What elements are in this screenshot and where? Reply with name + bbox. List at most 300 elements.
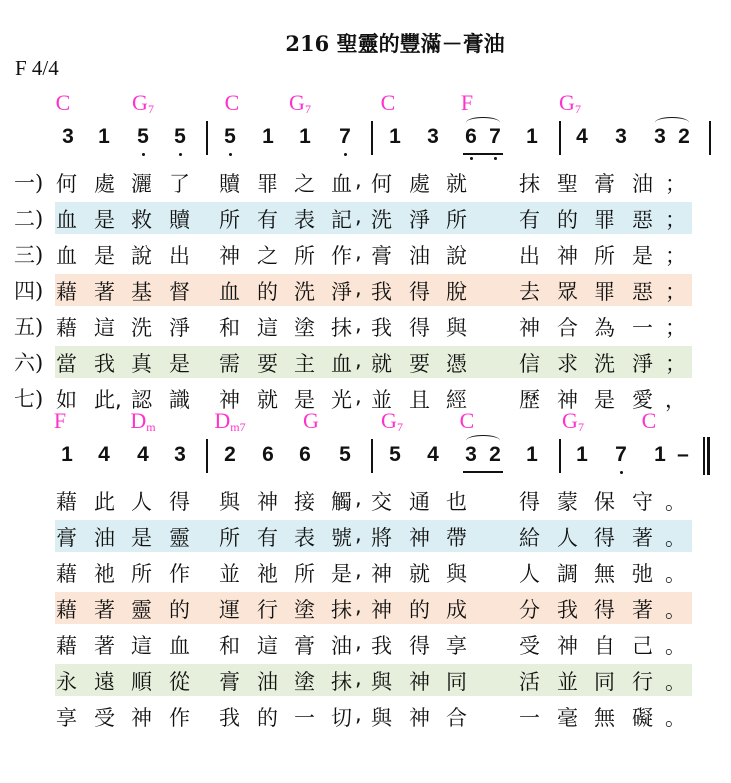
note: 1 <box>526 443 538 466</box>
lyric-comma: , <box>355 486 362 510</box>
lyric-char: 洗 <box>294 280 315 304</box>
note: 7 <box>615 443 627 466</box>
note: 5 <box>137 125 149 148</box>
chord-symbol <box>214 408 245 435</box>
lyric-char: 光 <box>331 388 352 412</box>
chord-root: C <box>224 90 240 115</box>
note: 4 <box>576 125 588 148</box>
verse-number: 七) <box>14 387 44 411</box>
lyric-char: 的 <box>257 280 278 304</box>
key-time-signature: F 4/4 <box>15 56 59 80</box>
lyric-char: 給 <box>519 526 540 550</box>
verse-number: 五) <box>14 315 44 339</box>
lyric-char: 神 <box>409 670 430 694</box>
lyric-end-punctuation: ； <box>665 244 686 268</box>
lyric-char: 號 <box>331 526 352 550</box>
lyric-char: 淨 <box>632 352 653 376</box>
barline <box>559 121 561 155</box>
lyric-char: 主 <box>294 352 315 376</box>
chord-symbol <box>289 90 311 117</box>
note: 1 <box>576 443 588 466</box>
lyric-char: 著 <box>632 526 653 550</box>
lyric-char: 神 <box>519 316 540 340</box>
lyric-char: 與 <box>446 562 467 586</box>
lyric-comma: , <box>355 348 362 372</box>
lyric-char: 塗 <box>294 316 315 340</box>
lyric-char: 所 <box>594 244 615 268</box>
beam-underline <box>463 471 503 473</box>
note: 7 <box>339 125 351 148</box>
lyric-char: 分 <box>519 598 540 622</box>
lyric-comma: , <box>355 312 362 336</box>
verse-number: 二) <box>14 207 44 231</box>
lyric-char: 洗 <box>131 316 152 340</box>
note: 4 <box>98 443 110 466</box>
lyric-char: 油 <box>409 244 430 268</box>
lyric-char: 所 <box>446 208 467 232</box>
lyric-char: 人 <box>519 562 540 586</box>
lyric-char: 洗 <box>594 352 615 376</box>
lyric-char: 罪 <box>594 280 615 304</box>
slur <box>466 435 500 446</box>
lyric-char: 血 <box>56 208 77 232</box>
lyric-char: 藉 <box>56 598 77 622</box>
lyric-char: 藉 <box>56 634 77 658</box>
lyric-char: 人 <box>131 490 152 514</box>
lyric-comma: , <box>355 276 362 300</box>
low-octave-dot <box>229 153 232 156</box>
note: 3 <box>174 443 186 466</box>
chord-root: C <box>641 408 657 433</box>
verse-number: 四) <box>14 279 44 303</box>
lyric-char: 從 <box>169 670 190 694</box>
lyric-char: 一 <box>632 316 653 340</box>
lyric-char: 我 <box>371 634 392 658</box>
lyric-char: 膏 <box>371 244 392 268</box>
lyric-char: 表 <box>294 208 315 232</box>
lyric-char: 神 <box>257 490 278 514</box>
chord-root: F <box>53 408 67 433</box>
lyric-char: 就 <box>409 562 430 586</box>
lyric-char: 就 <box>446 172 467 196</box>
lyric-char: 憑 <box>446 352 467 376</box>
lyric-char: 就 <box>257 388 278 412</box>
lyric-char: 救 <box>131 208 152 232</box>
lyric-char: 神 <box>219 388 240 412</box>
chord-root: G <box>289 90 305 115</box>
lyric-char: 要 <box>257 352 278 376</box>
lyric-char: 罪 <box>594 208 615 232</box>
note: 1 <box>61 443 73 466</box>
lyric-char: 神 <box>371 562 392 586</box>
lyric-char: 是 <box>169 352 190 376</box>
lyric-char: 贖 <box>169 208 190 232</box>
lyric-char: 灑 <box>131 172 152 196</box>
lyric-char: 塗 <box>294 598 315 622</box>
lyric-char: 我 <box>371 316 392 340</box>
lyric-char: 之 <box>257 244 278 268</box>
note: 5 <box>339 443 351 466</box>
lyric-char: 淨 <box>409 208 430 232</box>
lyric-char: 受 <box>519 634 540 658</box>
lyric-char: 去 <box>519 280 540 304</box>
note: – <box>677 443 689 466</box>
lyric-char: 為 <box>594 316 615 340</box>
chord-symbol <box>562 408 584 435</box>
low-octave-dot <box>344 153 347 156</box>
chord-symbol <box>225 90 240 117</box>
lyric-char: 惡 <box>632 208 653 232</box>
lyric-char: 著 <box>94 634 115 658</box>
note: 1 <box>654 443 666 466</box>
lyric-char: 人 <box>557 526 578 550</box>
lyric-char: 血 <box>169 634 190 658</box>
lyric-char: 得 <box>169 490 190 514</box>
lyric-comma: , <box>355 558 362 582</box>
lyric-char: 要 <box>409 352 430 376</box>
lyric-char: 受 <box>94 706 115 730</box>
lyric-char: 何 <box>56 172 77 196</box>
note: 3 <box>465 443 477 466</box>
beam-underline <box>463 153 503 155</box>
lyric-char: 這 <box>131 634 152 658</box>
chord-symbol <box>303 408 319 435</box>
lyric-char: 我 <box>371 280 392 304</box>
lyric-char: 識 <box>169 388 190 412</box>
lyric-char: 並 <box>557 670 578 694</box>
lyric-char: 行 <box>632 670 653 694</box>
lyric-char: 交 <box>371 490 392 514</box>
lyric-char: 油 <box>94 526 115 550</box>
chord-symbol <box>130 408 155 435</box>
lyric-char: 帶 <box>446 526 467 550</box>
lyric-char: 所 <box>294 244 315 268</box>
lyric-end-punctuation: ； <box>665 352 686 376</box>
lyric-char: 有 <box>257 526 278 550</box>
chord-symbol <box>132 90 154 117</box>
chord-quality: 7 <box>396 420 403 434</box>
verse-number: 三) <box>14 243 44 267</box>
note: 4 <box>137 443 149 466</box>
lyric-char: 的 <box>557 208 578 232</box>
note: 1 <box>389 125 401 148</box>
lyric-char: 是 <box>94 244 115 268</box>
lyric-char: 求 <box>557 352 578 376</box>
lyric-char: 抹 <box>331 598 352 622</box>
barline <box>206 121 208 155</box>
lyric-char: 這 <box>257 634 278 658</box>
chord-symbol <box>381 408 403 435</box>
lyric-char: 神 <box>219 244 240 268</box>
barline <box>371 121 373 155</box>
lyric-char: 觸 <box>331 490 352 514</box>
lyric-char: 有 <box>257 208 278 232</box>
lyric-char: 遠 <box>94 670 115 694</box>
lyric-end-punctuation: 。 <box>665 526 686 550</box>
lyric-char: 如 <box>56 388 77 412</box>
lyric-char: 所 <box>294 562 315 586</box>
lyric-char: 就 <box>371 352 392 376</box>
lyric-char: 神 <box>409 706 430 730</box>
note: 2 <box>489 443 501 466</box>
lyric-char: 聖 <box>557 172 578 196</box>
lyric-char: 成 <box>446 598 467 622</box>
lyric-comma: , <box>355 666 362 690</box>
lyric-char: 將 <box>371 526 392 550</box>
lyric-comma: , <box>355 594 362 618</box>
lyric-char: 了 <box>169 172 190 196</box>
lyric-char: 需 <box>219 352 240 376</box>
lyric-end-punctuation: 。 <box>665 706 686 730</box>
lyric-char: 祂 <box>257 562 278 586</box>
lyric-char: 作 <box>169 706 190 730</box>
lyric-char: 且 <box>409 388 430 412</box>
chord-root: D <box>130 408 147 433</box>
note: 6 <box>299 443 311 466</box>
lyric-char: 藉 <box>56 562 77 586</box>
lyric-char: 說 <box>446 244 467 268</box>
lyric-comma: , <box>355 522 362 546</box>
lyric-char: 眾 <box>557 280 578 304</box>
chord-root: G <box>381 408 397 433</box>
lyric-char: 此, <box>94 388 122 412</box>
chord-quality: 7 <box>574 102 581 116</box>
low-octave-dot <box>620 471 623 474</box>
lyric-char: 我 <box>94 352 115 376</box>
lyric-char: 所 <box>219 208 240 232</box>
chord-root: D <box>214 408 231 433</box>
chord-root: G <box>562 408 578 433</box>
lyric-char: 是 <box>331 562 352 586</box>
low-octave-dot <box>179 153 182 156</box>
note: 7 <box>489 125 501 148</box>
lyric-char: 罪 <box>257 172 278 196</box>
lyric-char: 我 <box>219 706 240 730</box>
lyric-char: 祂 <box>94 562 115 586</box>
note: 2 <box>224 443 236 466</box>
chord-quality: m <box>146 420 156 434</box>
verse-number: 一) <box>14 171 44 195</box>
lyric-char: 一 <box>519 706 540 730</box>
lyric-char: 自 <box>594 634 615 658</box>
lyric-char: 這 <box>257 316 278 340</box>
slur <box>655 117 689 128</box>
lyric-char: 所 <box>219 526 240 550</box>
low-octave-dot <box>494 157 497 160</box>
lyric-char: 認 <box>131 388 152 412</box>
lyric-char: 膏 <box>594 172 615 196</box>
chord-root: G <box>303 408 319 433</box>
lyric-char: 是 <box>94 208 115 232</box>
low-octave-dot <box>142 153 145 156</box>
lyric-char: 抹 <box>331 670 352 694</box>
lyric-char: 保 <box>594 490 615 514</box>
note: 5 <box>174 125 186 148</box>
lyric-char: 脫 <box>446 280 467 304</box>
lyric-char: 膏 <box>294 634 315 658</box>
lyric-char: 與 <box>371 670 392 694</box>
hymn-title: 216 聖靈的豐滿－膏油 <box>285 31 505 56</box>
note: 5 <box>389 443 401 466</box>
chord-symbol <box>642 408 657 435</box>
lyric-char: 的 <box>409 598 430 622</box>
lyric-char: 靈 <box>131 598 152 622</box>
lyric-char: 順 <box>131 670 152 694</box>
lyric-char: 愛 <box>632 388 653 412</box>
lyric-char: 此 <box>94 490 115 514</box>
lyric-char: 神 <box>409 526 430 550</box>
lyric-char: 的 <box>169 598 190 622</box>
chord-symbol <box>54 408 66 435</box>
lyric-char: 抹 <box>519 172 540 196</box>
lyric-char: 與 <box>371 706 392 730</box>
lyric-char: 與 <box>446 316 467 340</box>
lyric-end-punctuation: ； <box>665 316 686 340</box>
lyric-char: 合 <box>446 706 467 730</box>
lyric-comma: , <box>355 204 362 228</box>
lyric-end-punctuation: 。 <box>665 490 686 514</box>
final-barline-thick <box>707 437 710 475</box>
lyric-char: 運 <box>219 598 240 622</box>
chord-symbol <box>559 90 581 117</box>
lyric-char: 我 <box>557 598 578 622</box>
lyric-end-punctuation: ； <box>665 280 686 304</box>
barline <box>709 121 711 155</box>
lyric-char: 並 <box>219 562 240 586</box>
lyric-char: 藉 <box>56 316 77 340</box>
lyric-char: 著 <box>632 598 653 622</box>
chord-root: C <box>55 90 71 115</box>
lyric-char: 己 <box>632 634 653 658</box>
lyric-char: 享 <box>56 706 77 730</box>
lyric-comma: , <box>355 384 362 408</box>
lyric-char: 無 <box>594 706 615 730</box>
lyric-comma: , <box>355 630 362 654</box>
lyric-char: 基 <box>131 280 152 304</box>
lyric-end-punctuation: ； <box>665 172 686 196</box>
lyric-char: 記 <box>331 208 352 232</box>
lyric-char: 經 <box>446 388 467 412</box>
lyric-char: 得 <box>594 526 615 550</box>
lyric-char: 說 <box>131 244 152 268</box>
lyric-comma: , <box>355 240 362 264</box>
lyric-char: 塗 <box>294 670 315 694</box>
lyric-char: 神 <box>557 388 578 412</box>
lyric-char: 享 <box>446 634 467 658</box>
lyric-end-punctuation: ； <box>665 208 686 232</box>
lyric-char: 油 <box>257 670 278 694</box>
chord-root: G <box>559 90 575 115</box>
lyric-char: 惡 <box>632 280 653 304</box>
lyric-char: 調 <box>557 562 578 586</box>
lyric-char: 處 <box>94 172 115 196</box>
lyric-char: 通 <box>409 490 430 514</box>
lyric-char: 是 <box>594 388 615 412</box>
lyric-char: 之 <box>294 172 315 196</box>
lyric-char: 得 <box>409 316 430 340</box>
final-barline <box>703 437 705 475</box>
note: 1 <box>98 125 110 148</box>
lyric-char: 蒙 <box>557 490 578 514</box>
lyric-char: 贖 <box>219 172 240 196</box>
lyric-char: 抹 <box>331 316 352 340</box>
note: 3 <box>654 125 666 148</box>
note: 1 <box>526 125 538 148</box>
lyric-char: 的 <box>257 706 278 730</box>
lyric-char: 表 <box>294 526 315 550</box>
lyric-char: 血 <box>331 172 352 196</box>
lyric-char: 接 <box>294 490 315 514</box>
chord-quality: 7 <box>147 102 154 116</box>
lyric-char: 當 <box>56 352 77 376</box>
lyric-char: 出 <box>519 244 540 268</box>
lyric-char: 這 <box>94 316 115 340</box>
lyric-char: 血 <box>56 244 77 268</box>
lyric-char: 洗 <box>371 208 392 232</box>
lyric-char: 守 <box>632 490 653 514</box>
lyric-char: 所 <box>131 562 152 586</box>
chord-symbol <box>381 90 396 117</box>
lyric-char: 同 <box>594 670 615 694</box>
note: 6 <box>262 443 274 466</box>
lyric-end-punctuation: 。 <box>665 634 686 658</box>
barline <box>206 439 208 473</box>
lyric-char: 神 <box>557 244 578 268</box>
lyric-char: 得 <box>519 490 540 514</box>
lyric-char: 出 <box>169 244 190 268</box>
note: 2 <box>678 125 690 148</box>
lyric-end-punctuation: ， <box>665 388 686 412</box>
lyric-char: 何 <box>371 172 392 196</box>
lyric-char: 得 <box>594 598 615 622</box>
verse-number: 六) <box>14 351 44 375</box>
lyric-char: 無 <box>594 562 615 586</box>
lyric-char: 同 <box>446 670 467 694</box>
lyric-char: 著 <box>94 280 115 304</box>
chord-symbol <box>460 408 475 435</box>
slur <box>466 117 500 128</box>
note: 5 <box>224 125 236 148</box>
chord-root: C <box>459 408 475 433</box>
chord-root: G <box>132 90 148 115</box>
lyric-char: 信 <box>519 352 540 376</box>
lyric-char: 也 <box>446 490 467 514</box>
lyric-end-punctuation: 。 <box>665 562 686 586</box>
lyric-char: 活 <box>519 670 540 694</box>
lyric-char: 血 <box>219 280 240 304</box>
chord-root: F <box>460 90 474 115</box>
lyric-char: 並 <box>371 388 392 412</box>
lyric-char: 著 <box>94 598 115 622</box>
lyric-char: 有 <box>519 208 540 232</box>
lyric-char: 血 <box>331 352 352 376</box>
chord-quality: 7 <box>304 102 311 116</box>
chord-symbol <box>56 90 71 117</box>
lyric-char: 得 <box>409 280 430 304</box>
chord-symbol <box>461 90 473 117</box>
lyric-char: 行 <box>257 598 278 622</box>
lyric-char: 真 <box>131 352 152 376</box>
lyric-char: 歷 <box>519 388 540 412</box>
note: 1 <box>299 125 311 148</box>
lyric-char: 督 <box>169 280 190 304</box>
note: 1 <box>262 125 274 148</box>
lyric-char: 切 <box>331 706 352 730</box>
lyric-char: 得 <box>409 634 430 658</box>
lyric-char: 作 <box>331 244 352 268</box>
lyric-char: 油 <box>632 172 653 196</box>
lyric-char: 處 <box>409 172 430 196</box>
